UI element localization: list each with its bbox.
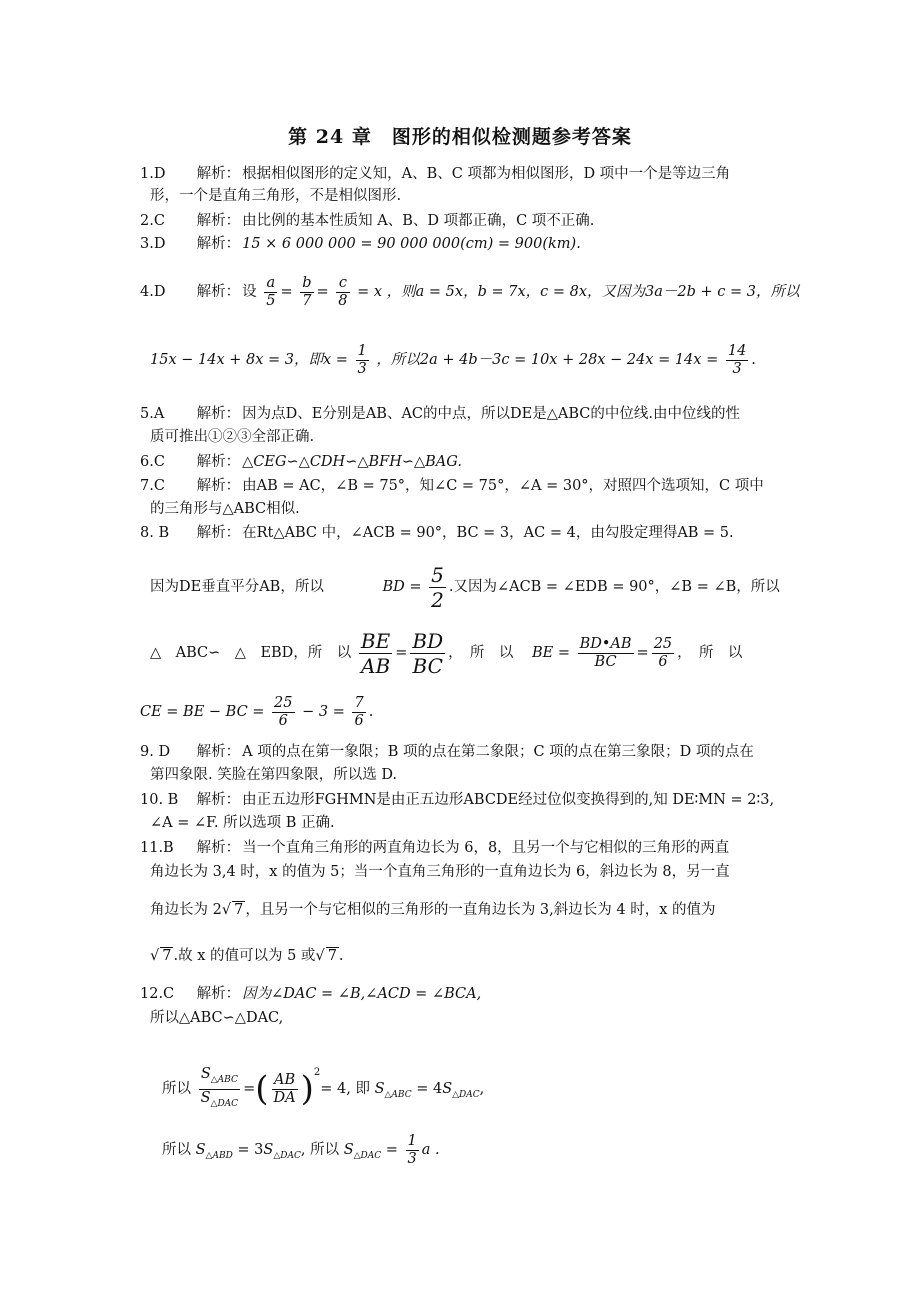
q8-text: 在Rt△ABC 中，∠ACB = 90°，BC = 3，AC = 4，由勾股定理得AB = 5. bbox=[242, 525, 734, 541]
q4-eq2: = bbox=[316, 284, 329, 300]
q8-end: . bbox=[368, 704, 374, 720]
q11-line2: 角边长为 3,4 时，x 的值为 5；当一个直角三角形的一直角边长为 6，斜边长为 8，另一直 bbox=[150, 864, 730, 880]
q10-text: 由正五边形FGHMN是由正五边形ABCDE经过位似变换得到的,知 DE∶MN = 2∶3, bbox=[242, 792, 775, 808]
q8-frac-25-6b bbox=[272, 695, 294, 730]
q8-f5-den: 6 bbox=[658, 653, 668, 670]
q10-label: 解析： bbox=[196, 792, 241, 808]
q4-frac-b7 bbox=[300, 275, 313, 310]
q2-label: 解析： bbox=[196, 213, 241, 229]
q12-l4end: a . bbox=[421, 1142, 440, 1158]
q12-pn: AB bbox=[272, 1072, 298, 1090]
q11-line3 bbox=[150, 900, 810, 920]
q12-number: 12.C bbox=[140, 986, 175, 1002]
q12-rparen: ) bbox=[300, 1069, 314, 1109]
q10-line1 bbox=[140, 790, 800, 810]
q4-number: 4.D bbox=[140, 284, 166, 300]
q4-f3-num: c bbox=[336, 275, 349, 293]
q4-f1-num: a bbox=[264, 275, 277, 293]
q4-line1 bbox=[140, 272, 800, 312]
q1-number: 1.D bbox=[140, 166, 166, 182]
q12-label: 解析： bbox=[196, 986, 241, 1002]
q5-text: 因为点D、E分别是AB、AC的中点，所以DE是△ABC的中位线.由中位线的性 bbox=[242, 406, 740, 422]
q12-frac-ab-da bbox=[272, 1072, 298, 1107]
q12-s3: S bbox=[374, 1081, 385, 1097]
q12-area-ratio bbox=[199, 1066, 240, 1113]
q2-number: 2.C bbox=[140, 213, 165, 229]
q12-l4mid: = 3 bbox=[237, 1142, 264, 1158]
q8-be: BE = bbox=[531, 645, 570, 661]
q8-frac-be-ab bbox=[359, 629, 392, 678]
q11-number: 11.B bbox=[140, 840, 174, 856]
q3-text: 15 × 6 000 000 = 90 000 000(cm) = 900(km). bbox=[242, 236, 581, 252]
q4-l2b: ，所以2a + 4b－3c = 10x + 28x − 24x = 14x = bbox=[376, 352, 719, 368]
q7-label: 解析： bbox=[196, 478, 241, 494]
q3-number: 3.D bbox=[140, 236, 166, 252]
q5-line2: 质可推出①②③全部正确. bbox=[150, 429, 315, 445]
q1-line2: 形，一个是直角三角形，不是相似图形. bbox=[150, 188, 402, 204]
q4-frac-1-3 bbox=[356, 343, 369, 378]
q8-l3b: ， 所 以 bbox=[448, 645, 514, 661]
q8-f2-den: AB bbox=[361, 653, 391, 678]
q8-label: 解析： bbox=[196, 525, 241, 541]
q5-label: 解析： bbox=[196, 406, 241, 422]
q12-s1: S bbox=[200, 1065, 211, 1082]
q12-sub2d: △DAC bbox=[353, 1151, 382, 1161]
q1-line1 bbox=[140, 164, 800, 184]
q12-l3pre: 所以 bbox=[162, 1081, 191, 1097]
q12-sub2: △DAC bbox=[210, 1098, 239, 1109]
q8-frac-25-6 bbox=[652, 636, 674, 671]
q10-line2: ∠A = ∠F. 所以选项 B 正确. bbox=[150, 815, 335, 831]
q8-line3: △ ABC∽ △ EBD，所 以 $\frac{BE}{AB}$ = $\frac{BD}{BC}$ ， 所 以 BE = $\frac{BD•AB}{BC}$ = $\frac{25}{6}$ ， 所 以 bbox=[150, 628, 743, 678]
q3-label: 解析： bbox=[196, 236, 241, 252]
q8-frac-7-6 bbox=[352, 695, 365, 730]
q12-s7: S bbox=[343, 1142, 354, 1158]
q4-frac-c8 bbox=[336, 275, 349, 310]
q12-sub1: △ABC bbox=[210, 1074, 238, 1085]
q4-l2a: 15x − 14x + 8x = 3，即x = bbox=[150, 352, 348, 368]
q8-f4-num: BD•AB bbox=[579, 635, 632, 652]
q9-line2: 第四象限. 笑脸在第四象限，所以选 D. bbox=[150, 767, 398, 783]
q12-line3: 所以 $\frac{S_{\triangle ABC}}{S_{\triangle DAC}}$ =( $\frac{AB}{DA}$ )$^2$= 4, 即 $S_{\triangle ABC} = 4S_{\triangle DAC}$, bbox=[162, 1048, 822, 1120]
q4-frac-14-3 bbox=[726, 343, 748, 378]
q12-exp: 2 bbox=[313, 1067, 321, 1078]
q12-sub3: △ABD bbox=[205, 1151, 233, 1161]
q6-line bbox=[140, 452, 800, 472]
q8-l2b: .又因为∠ACB = ∠EDB = 90°，∠B = ∠B，所以 bbox=[448, 579, 780, 595]
q12-l4so: , 所以 bbox=[300, 1142, 340, 1158]
q12-sub2c: △DAC bbox=[273, 1151, 301, 1161]
q7-line1 bbox=[140, 476, 800, 496]
q12-f1d: 3 bbox=[407, 1150, 417, 1167]
q12-l4eq: = bbox=[385, 1142, 398, 1158]
sqrt-symbol-2: √ bbox=[150, 948, 160, 964]
q4-f5-num: 14 bbox=[727, 342, 747, 359]
q8-line2 bbox=[150, 562, 810, 612]
q12-sub2b: △DAC bbox=[452, 1090, 480, 1100]
q7-text: 由AB = AC，∠B = 75°，知∠C = 75°，∠A = 30°，对照四个选项知，C 项中 bbox=[242, 478, 764, 494]
q11-text: 当一个直角三角形的两直角边长为 6，8，且另一个与它相似的三角形的两直 bbox=[242, 840, 730, 856]
q12-line2: 所以△ABC∽△DAC, bbox=[150, 1010, 284, 1026]
q4-end: . bbox=[751, 352, 756, 368]
q12-line1 bbox=[140, 984, 800, 1004]
q8-frac-bdab-bc bbox=[578, 636, 634, 671]
q10-number: 10. B bbox=[140, 792, 179, 808]
q11-line4 bbox=[150, 946, 810, 966]
q4-line2 bbox=[150, 340, 810, 380]
q11-l4a: .故 x 的值可以为 5 或 bbox=[173, 948, 316, 964]
q12-s4: S bbox=[442, 1081, 453, 1097]
q8-f1-den: 2 bbox=[431, 587, 444, 612]
page-title: 第 24 章 图形的相似检测题参考答案 bbox=[288, 126, 632, 148]
q8-f3-num: BD bbox=[412, 628, 444, 653]
q8-frac-5-2 bbox=[429, 563, 446, 612]
q11-r1: 7 bbox=[234, 902, 244, 918]
q8-l4b: − 3 = bbox=[302, 704, 345, 720]
q12-f1n: 1 bbox=[407, 1132, 417, 1149]
q12-text: 因为∠DAC = ∠B,∠ACD = ∠BCA, bbox=[242, 986, 482, 1002]
q11-l3b: ，且另一个与它相似的三角形的一直角边长为 3,斜边长为 4 时，x 的值为 bbox=[245, 902, 716, 918]
q11-l3a: 角边长为 2 bbox=[150, 902, 222, 918]
q8-f3-den: BC bbox=[412, 653, 443, 678]
q12-l3eq: = 4 bbox=[416, 1081, 443, 1097]
q9-label: 解析： bbox=[196, 744, 241, 760]
q12-s6: S bbox=[263, 1142, 274, 1158]
q4-pre: 设 bbox=[242, 284, 257, 300]
q8-f2-num: BE bbox=[360, 628, 391, 653]
q6-number: 6.C bbox=[140, 454, 165, 470]
sqrt-symbol-1: √ bbox=[221, 902, 232, 918]
q1-text: 根据相似图形的定义知，A、B、C 项都为相似图形，D 项中一个是等边三角 bbox=[242, 166, 731, 182]
q4-f2-den: 7 bbox=[302, 292, 312, 309]
q7-line2: 的三角形与△ABC相似. bbox=[150, 501, 300, 517]
q12-sub1b: △ABC bbox=[384, 1090, 412, 1100]
q7-number: 7.C bbox=[140, 478, 165, 494]
q12-line4 bbox=[162, 1130, 822, 1176]
q12-frac-1-3 bbox=[406, 1133, 419, 1168]
q12-l3end: , bbox=[479, 1081, 485, 1097]
q1-label: 解析： bbox=[196, 166, 241, 182]
q8-frac-bd-bc bbox=[410, 629, 445, 678]
q5-number: 5.A bbox=[140, 406, 165, 422]
q4-f4-num: 1 bbox=[357, 342, 367, 359]
q11-l4b: . bbox=[338, 948, 344, 964]
q11-label: 解析： bbox=[196, 840, 241, 856]
q4-f4-den: 3 bbox=[357, 360, 367, 377]
q6-text: △CEG∽△CDH∽△BFH∽△BAG. bbox=[242, 454, 462, 470]
q9-text: A 项的点在第一象限；B 项的点在第二象限；C 项的点在第三象限；D 项的点在 bbox=[242, 744, 754, 760]
q3-line bbox=[140, 234, 800, 254]
q8-line4 bbox=[140, 692, 800, 732]
q4-mid: = x ，则a = 5x，b = 7x，c = 8x，又因为3a－2b + c = 3，所以 bbox=[357, 284, 800, 300]
q8-l3c: ， 所 以 bbox=[677, 645, 743, 661]
q11-r2: 7 bbox=[162, 948, 172, 964]
q4-f3-den: 8 bbox=[338, 292, 348, 309]
q4-f5-den: 3 bbox=[732, 360, 742, 377]
q8-l4a: CE = BE − BC = bbox=[140, 704, 265, 720]
q8-number: 8. B bbox=[140, 525, 170, 541]
q2-line bbox=[140, 211, 800, 231]
q8-f7-num: 7 bbox=[354, 694, 364, 711]
q12-ratio-den bbox=[199, 1090, 240, 1113]
q8-l2a: 因为DE垂直平分AB，所以 bbox=[150, 579, 324, 595]
q12-l3mid: = 4, 即 bbox=[320, 1081, 370, 1097]
q9-line1 bbox=[140, 742, 800, 762]
q8-bd: BD = bbox=[382, 579, 422, 595]
q8-f6-num: 25 bbox=[274, 694, 293, 711]
q8-f1-num: 5 bbox=[431, 562, 444, 587]
q4-f1-den: 5 bbox=[266, 292, 276, 309]
q4-f2-num: b bbox=[302, 274, 312, 291]
q12-s2: S bbox=[200, 1089, 211, 1106]
q12-ratio-num bbox=[199, 1066, 240, 1090]
q9-number: 9. D bbox=[140, 744, 171, 760]
q4-label: 解析： bbox=[196, 284, 241, 300]
q8-f6-den: 6 bbox=[278, 712, 288, 729]
q11-r3: 7 bbox=[327, 948, 337, 964]
q8-line1 bbox=[140, 523, 800, 543]
q8-f5-num: 25 bbox=[653, 635, 673, 652]
q8-f7-den: 6 bbox=[354, 712, 364, 729]
q6-label: 解析： bbox=[196, 454, 241, 470]
q2-text: 由比例的基本性质知 A、B、D 项都正确，C 项不正确. bbox=[242, 213, 595, 229]
q8-f4-den: BC bbox=[594, 653, 617, 670]
q11-line1 bbox=[140, 838, 800, 858]
q4-frac-a5 bbox=[264, 275, 277, 310]
q12-lparen: ( bbox=[255, 1069, 269, 1109]
q12-pd: DA bbox=[273, 1089, 296, 1106]
q8-l3a: △ ABC∽ △ EBD，所 以 bbox=[150, 645, 352, 661]
q12-l4pre: 所以 bbox=[162, 1142, 191, 1158]
q5-line1 bbox=[140, 404, 800, 424]
q12-s5: S bbox=[195, 1142, 206, 1158]
sqrt-symbol-3: √ bbox=[315, 948, 325, 964]
q4-eq1: = bbox=[280, 284, 293, 300]
